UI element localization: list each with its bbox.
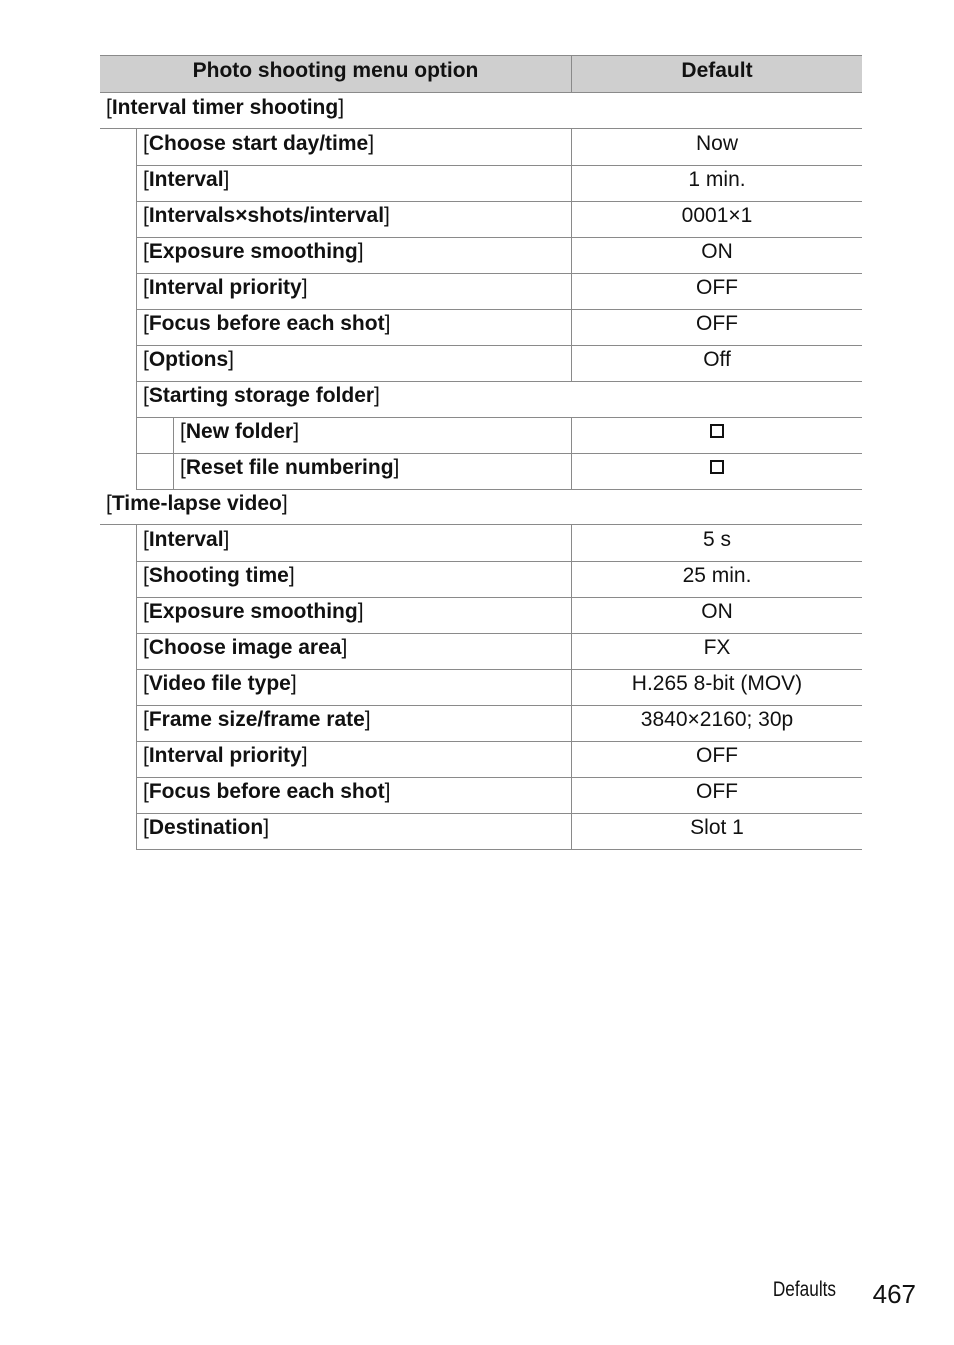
default-cell	[571, 813, 862, 849]
row-cells	[136, 633, 862, 670]
option-label: Exposure smoothing	[148, 240, 358, 263]
indent-spacer	[100, 345, 136, 381]
table-header	[100, 56, 862, 93]
default-cell	[571, 669, 862, 705]
table-row	[100, 345, 862, 381]
option-label: Interval	[148, 528, 224, 551]
table-row	[100, 525, 862, 561]
option-cell: [ Focus before each shot ]	[137, 309, 571, 345]
indent-spacer	[100, 309, 136, 345]
option-cell: [ Interval ]	[137, 165, 571, 201]
table-row	[100, 669, 862, 705]
indent-spacer	[100, 129, 136, 165]
option-label: Frame size/frame rate	[148, 708, 365, 731]
option-cell: [ Destination ]	[137, 813, 571, 849]
row-cells	[136, 777, 862, 814]
option-label: Interval priority	[148, 744, 302, 767]
option-label: Video file type	[148, 672, 291, 695]
table-row	[100, 741, 862, 777]
default-value: 5 s	[702, 528, 731, 551]
option-label: Interval timer shooting	[111, 96, 339, 119]
row-cells	[136, 345, 862, 382]
option-label: Time-lapse video	[111, 492, 282, 515]
section-title: [ Interval timer shooting ]	[100, 93, 862, 128]
default-cell	[571, 129, 862, 165]
option-cell: [ Frame size/frame rate ]	[137, 705, 571, 741]
option-label: Focus before each shot	[148, 312, 385, 335]
default-value: ON	[701, 240, 733, 263]
option-label: Shooting time	[148, 564, 289, 587]
table-row	[100, 633, 862, 669]
default-cell	[571, 633, 862, 669]
default-cell	[571, 201, 862, 237]
option-cell: [ Focus before each shot ]	[137, 777, 571, 813]
option-label: Interval	[148, 168, 224, 191]
indent-spacer	[100, 561, 136, 597]
row-cells	[136, 597, 862, 634]
default-value: ON	[701, 600, 733, 623]
row-cells	[136, 237, 862, 274]
indent-spacer	[100, 381, 136, 417]
default-value: 0001×1	[681, 204, 753, 227]
indent-spacer	[137, 453, 173, 489]
section-title: [ Time-lapse video ]	[100, 489, 862, 524]
default-value: 1 min.	[688, 168, 746, 191]
defaults-table	[100, 55, 862, 849]
option-cell: [ Exposure smoothing ]	[137, 237, 571, 273]
option-cell: [ Interval priority ]	[137, 741, 571, 777]
option-label: Options	[148, 348, 229, 371]
option-cell: [ Choose image area ]	[137, 633, 571, 669]
indent-spacer	[100, 237, 136, 273]
option-cell: [ Reset file numbering ]	[173, 453, 571, 489]
indent-spacer	[100, 201, 136, 237]
default-value: OFF	[696, 312, 738, 335]
option-cell: [ Exposure smoothing ]	[137, 597, 571, 633]
indent-spacer	[100, 741, 136, 777]
default-value: OFF	[696, 780, 738, 803]
default-value: OFF	[696, 276, 738, 299]
option-cell: [ Video file type ]	[137, 669, 571, 705]
table-row	[100, 597, 862, 633]
option-label: Reset file numbering	[185, 456, 394, 479]
indent-spacer	[100, 705, 136, 741]
option-cell: [ Starting storage folder ]	[137, 381, 862, 417]
default-value: Off	[703, 348, 731, 371]
row-cells	[136, 705, 862, 742]
indent-spacer	[137, 417, 173, 453]
row-cells	[136, 381, 862, 418]
default-cell	[571, 561, 862, 597]
table-row	[100, 309, 862, 345]
table-row	[100, 705, 862, 741]
default-value: 3840×2160; 30p	[640, 708, 794, 731]
default-cell	[571, 309, 862, 345]
header-option: Photo shooting menu option	[192, 59, 479, 82]
indent-spacer	[100, 417, 136, 453]
row-cells	[136, 813, 862, 850]
table-row	[100, 237, 862, 273]
default-cell	[571, 273, 862, 309]
default-value: Now	[695, 132, 738, 155]
row-cells	[136, 273, 862, 310]
table-row	[100, 165, 862, 201]
default-cell	[571, 345, 862, 381]
option-label: Focus before each shot	[148, 780, 385, 803]
option-cell: [ Intervals×shots/interval ]	[137, 201, 571, 237]
option-label: Choose start day/time	[148, 132, 369, 155]
option-label: Starting storage folder	[148, 384, 375, 407]
option-cell: [ Interval ]	[137, 525, 571, 561]
section-row	[100, 93, 862, 129]
default-value: Slot 1	[690, 816, 744, 839]
indent-spacer	[100, 813, 136, 849]
option-label: Interval priority	[148, 276, 302, 299]
checkbox-unchecked-icon	[710, 424, 724, 438]
option-cell: [ Options ]	[137, 345, 571, 381]
table-row	[100, 417, 862, 453]
row-cells	[136, 201, 862, 238]
indent-spacer	[100, 273, 136, 309]
table-row	[100, 777, 862, 813]
table-row	[100, 381, 862, 417]
default-cell	[571, 417, 862, 453]
option-label: Choose image area	[148, 636, 342, 659]
indent-spacer	[100, 453, 136, 489]
default-cell	[571, 237, 862, 273]
indent-spacer	[100, 525, 136, 561]
row-cells	[136, 129, 862, 166]
table-row	[100, 273, 862, 309]
footer-section-name: Defaults	[772, 1278, 836, 1301]
indent-spacer	[100, 669, 136, 705]
default-cell	[571, 525, 862, 561]
default-value: OFF	[696, 744, 738, 767]
default-cell	[571, 597, 862, 633]
row-cells	[136, 561, 862, 598]
table-row	[100, 561, 862, 597]
row-cells	[136, 453, 862, 490]
table-row	[100, 813, 862, 849]
default-value: H.265 8-bit (MOV)	[631, 672, 803, 695]
indent-spacer	[100, 165, 136, 201]
row-cells	[136, 165, 862, 202]
option-label: Intervals×shots/interval	[148, 204, 385, 227]
option-label: Exposure smoothing	[148, 600, 358, 623]
default-cell	[571, 165, 862, 201]
row-cells	[136, 525, 862, 562]
table-row	[100, 129, 862, 165]
option-cell: [ Shooting time ]	[137, 561, 571, 597]
indent-spacer	[100, 633, 136, 669]
default-value: 25 min.	[682, 564, 752, 587]
table-row	[100, 453, 862, 489]
row-cells	[136, 417, 862, 454]
default-value: FX	[703, 636, 731, 659]
option-cell: [ New folder ]	[173, 417, 571, 453]
checkbox-unchecked-icon	[710, 460, 724, 474]
option-cell: [ Choose start day/time ]	[137, 129, 571, 165]
row-cells	[136, 309, 862, 346]
default-cell	[571, 453, 862, 489]
indent-spacer	[100, 597, 136, 633]
option-label: Destination	[148, 816, 264, 839]
default-cell	[571, 777, 862, 813]
option-label: New folder	[185, 420, 294, 443]
default-cell	[571, 741, 862, 777]
table-row	[100, 201, 862, 237]
row-cells	[136, 741, 862, 778]
row-cells	[136, 669, 862, 706]
page-number: 467	[872, 1279, 916, 1309]
option-cell: [ Interval priority ]	[137, 273, 571, 309]
section-row	[100, 489, 862, 525]
header-default: Default	[571, 56, 862, 92]
indent-spacer	[100, 777, 136, 813]
default-cell	[571, 705, 862, 741]
